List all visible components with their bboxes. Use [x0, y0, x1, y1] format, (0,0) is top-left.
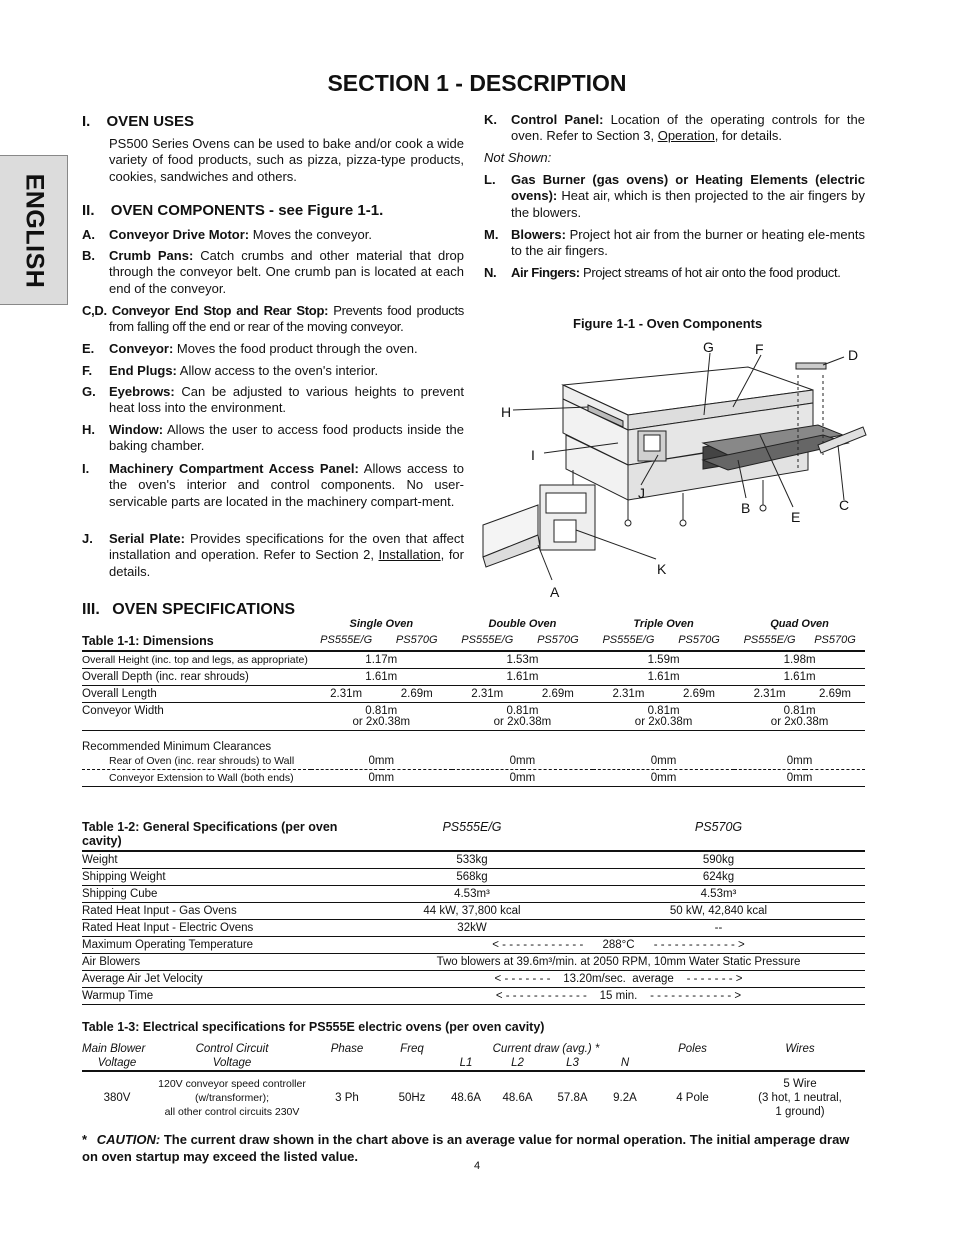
column-header: L3 — [566, 1057, 579, 1069]
oven-uses-heading — [82, 113, 194, 130]
row-label: Overall Height (inc. top and legs, as appropriate) — [82, 654, 308, 666]
cell: -- — [714, 922, 723, 934]
model-header: PS555E/G — [442, 820, 502, 834]
cell: 57.8A — [557, 1092, 588, 1104]
cell: 0.81m or 2x0.38m — [493, 705, 552, 728]
cell: 3 Ph — [335, 1092, 359, 1104]
cell: 1.17m — [365, 654, 398, 666]
cell: 590kg — [702, 854, 735, 866]
general-specs-table — [82, 818, 865, 1005]
item-term: Blowers: — [511, 227, 566, 242]
table-row — [82, 954, 865, 971]
table-row — [82, 686, 865, 703]
heading-text: OVEN COMPONENTS - see Figure 1-1. — [110, 202, 384, 219]
cell: 9.2A — [613, 1092, 637, 1104]
item-text: Project hot air from the burner or heating ele-ments to the air fingers. — [511, 227, 865, 259]
cell: 1.61m — [506, 671, 539, 683]
column-header: Wires — [785, 1043, 815, 1055]
item-term: Window: — [109, 422, 164, 437]
column-header: Main Blower — [82, 1043, 146, 1055]
cell: 0mm — [786, 772, 813, 784]
cell: 533kg — [456, 854, 488, 866]
cell: 1.53m — [506, 654, 539, 666]
item-text: Allows the user to access food products inside the baking chamber. — [109, 422, 464, 454]
caution-label: CAUTION: — [96, 1132, 161, 1147]
cell: 50Hz — [398, 1092, 426, 1104]
components-heading — [82, 202, 383, 219]
item-term: End Plugs: — [109, 363, 177, 378]
table-row — [82, 651, 865, 669]
installation-link[interactable]: Installation — [378, 547, 441, 563]
cell: < - - - - - - - - - - - - 15 min. - - - - - - - - - - - - > — [495, 990, 742, 1002]
table-row — [82, 988, 865, 1005]
table-row — [82, 920, 865, 937]
model-header: PS555E/G — [461, 634, 514, 646]
cell: 48.6A — [502, 1092, 533, 1104]
item-term: Eyebrows: — [109, 384, 175, 399]
item-letter: J. — [82, 531, 93, 546]
cell: 0.81m or 2x0.38m — [352, 705, 411, 728]
cell: 0mm — [368, 772, 395, 784]
cell: 5 Wire (3 hot, 1 neutral, 1 ground) — [758, 1078, 842, 1118]
item-text: Prevents food products from falling off the end or rear of the moving conveyor. — [109, 303, 464, 335]
group-header: Single Oven — [349, 618, 414, 630]
row-label: Overall Depth (inc. rear shrouds) — [82, 671, 249, 683]
heading-text: OVEN SPECIFICATIONS — [112, 601, 296, 618]
cell: 0mm — [650, 772, 677, 784]
row-label: Average Air Jet Velocity — [82, 973, 203, 985]
cell: 624kg — [702, 871, 735, 883]
cell: 1.61m — [365, 671, 398, 683]
cell: 2.69m — [819, 688, 851, 700]
group-header: Quad Oven — [770, 618, 829, 630]
row-label: Conveyor Extension to Wall (both ends) — [109, 772, 294, 784]
model-header: PS570G — [814, 634, 856, 646]
cell: 1.59m — [647, 654, 680, 666]
item-term: Conveyor Drive Motor: — [109, 227, 250, 242]
figure-label: F — [755, 341, 764, 357]
cell: 2.69m — [541, 688, 574, 700]
cell: 4.53m³ — [454, 888, 490, 900]
component-item — [484, 112, 865, 145]
item-text: , for details. — [109, 547, 464, 579]
cell: 1.61m — [647, 671, 680, 683]
table-row — [82, 869, 865, 886]
row-label: Warmup Time — [82, 990, 154, 1002]
model-header: PS570G — [694, 820, 743, 834]
cell: < - - - - - - - 13.20m/sec. average - - - - - - - > — [494, 973, 743, 985]
cell: 50 kW, 42,840 kcal — [669, 905, 768, 917]
component-item — [82, 531, 464, 580]
item-text: Project streams of hot air onto the food product. — [579, 265, 841, 280]
model-header: PS555E/G — [602, 634, 655, 646]
item-text: Moves the food product through the oven. — [173, 341, 418, 356]
item-text: Heat air, which is then projected to the air fingers by the blowers. — [511, 188, 865, 220]
model-header: PS570G — [395, 634, 438, 646]
item-letter: A. — [82, 227, 95, 242]
item-text: Allow access to the oven's interior. — [176, 363, 379, 378]
heading-number: I. — [82, 113, 91, 130]
component-item — [82, 363, 464, 379]
item-letter: M. — [484, 227, 499, 242]
caution-text: The current draw shown in the chart above is an average value for normal operation. The initial amperage draw on oven startup may exceed the listed value. — [82, 1132, 850, 1164]
column-header: L1 — [459, 1057, 473, 1069]
caution-star: * — [82, 1132, 88, 1147]
table-row — [82, 903, 865, 920]
column-header: Voltage — [97, 1057, 137, 1069]
column-header: Poles — [678, 1043, 707, 1055]
item-term: C,D. Conveyor End Stop and Rear Stop: — [82, 303, 329, 318]
component-item — [484, 265, 865, 281]
item-text: Provides specifications for the oven that affect installation and operation. Refer to Section 2, — [109, 531, 464, 563]
cell: 2.31m — [753, 688, 786, 700]
row-label: Recommended Minimum Clearances — [82, 741, 272, 753]
item-text: Location of the operating controls for the oven. Refer to Section 3, — [511, 112, 865, 144]
item-text: Catch crumbs and other material that drop through the conveyor belt. One crumb pan is located at each end of the conveyor. — [109, 248, 464, 296]
item-letter: F. — [82, 363, 93, 378]
cell: 44 kW, 37,800 kcal — [423, 905, 521, 917]
table-row — [82, 851, 865, 869]
heading-text: OVEN USES — [106, 113, 195, 130]
model-header: PS555E/G — [743, 634, 796, 646]
table-row — [82, 731, 865, 754]
cell: 120V conveyor speed controller (w/transformer); all other control circuits 230V — [158, 1078, 306, 1118]
dimensions-table — [82, 616, 865, 787]
not-shown-label: Not Shown: — [484, 150, 552, 165]
component-item — [484, 227, 865, 260]
page-title: SECTION 1 - DESCRIPTION — [327, 70, 627, 96]
figure-label: J — [638, 485, 645, 501]
component-item — [484, 172, 865, 221]
row-label: Shipping Weight — [82, 871, 166, 883]
item-term: Air Fingers: — [511, 265, 580, 280]
row-label: Conveyor Width — [82, 705, 164, 717]
item-term: Conveyor: — [109, 341, 174, 356]
cell: 0.81m or 2x0.38m — [634, 705, 693, 728]
cell: 2.31m — [471, 688, 504, 700]
table-row — [82, 753, 865, 770]
model-header: PS570G — [537, 634, 579, 646]
item-letter: K. — [484, 112, 497, 127]
item-text: Moves the conveyor. — [249, 227, 372, 242]
table-row — [82, 770, 865, 787]
operation-link[interactable]: Operation — [657, 128, 715, 144]
heading-number: III. — [82, 601, 100, 618]
cell: 4 Pole — [676, 1092, 709, 1104]
item-term: Gas Burner (gas ovens) or Heating Elements (electric ovens): — [511, 172, 865, 204]
row-label: Maximum Operating Temperature — [82, 939, 254, 951]
oven-components-figure — [478, 335, 868, 605]
cell: 0mm — [368, 755, 395, 767]
electrical-specs-table — [82, 1042, 865, 1120]
item-text: Can be adjusted to various heights to prevent heat loss into the environment. — [109, 384, 464, 416]
figure-label: G — [703, 339, 714, 355]
cell: 2.31m — [330, 688, 363, 700]
component-item — [82, 422, 464, 455]
heading-number: II. — [82, 202, 95, 219]
column-header: Freq — [400, 1043, 424, 1055]
column-header: Current draw (avg.) * — [492, 1043, 600, 1055]
figure-label: K — [657, 561, 667, 577]
column-header: N — [620, 1057, 630, 1069]
language-tab — [0, 155, 68, 305]
component-item — [82, 461, 464, 510]
item-letter: L. — [484, 172, 496, 187]
item-text: Allows access to the oven's interior and control components. No user-servicable parts are located in the machinery compart-ment. — [109, 461, 464, 509]
figure-label: E — [791, 509, 801, 525]
component-item — [82, 227, 464, 243]
language-tab-label: ENGLISH — [20, 173, 49, 289]
component-item — [82, 341, 464, 357]
cell: 4.53m³ — [700, 888, 737, 900]
table-row — [82, 703, 865, 731]
cell: Two blowers at 39.6m³/min. at 2050 RPM, 10mm Water Static Pressure — [436, 956, 801, 968]
table-row — [82, 669, 865, 686]
item-letter: B. — [82, 248, 95, 263]
item-letter: N. — [484, 265, 497, 280]
item-letter: G. — [82, 384, 96, 399]
cell: 568kg — [456, 871, 488, 883]
component-item — [82, 384, 464, 417]
item-letter: E. — [82, 341, 95, 356]
figure-label: D — [848, 347, 859, 363]
cell: 1.98m — [783, 654, 816, 666]
cell: 0mm — [509, 755, 536, 767]
item-text: , for details. — [714, 128, 782, 144]
cell: 0mm — [509, 772, 536, 784]
column-header: Voltage — [212, 1057, 252, 1069]
figure-label: H — [501, 404, 512, 420]
figure-label: C — [839, 497, 850, 513]
row-label: Overall Length — [82, 688, 157, 700]
cell: 380V — [103, 1092, 131, 1104]
figure-label: A — [550, 584, 560, 600]
row-label: Weight — [82, 854, 118, 866]
cell: 0mm — [650, 755, 677, 767]
cell: 32kW — [457, 922, 487, 934]
table-row — [82, 971, 865, 988]
group-header: Double Oven — [488, 618, 557, 630]
component-item — [82, 303, 464, 336]
model-header: PS570G — [678, 634, 720, 646]
table-title: Table 1-3: Electrical specifications for PS555E electric ovens (per oven cavity) — [82, 1020, 545, 1034]
figure-label: I — [531, 447, 535, 463]
table-title: Table 1-2: General Specifications (per oven cavity) — [82, 820, 338, 848]
item-term: Serial Plate: — [109, 531, 185, 546]
item-term: Crumb Pans: — [109, 248, 194, 263]
figure-caption: Figure 1-1 - Oven Components — [573, 316, 763, 331]
column-header: Phase — [330, 1043, 364, 1055]
column-header: L2 — [511, 1057, 524, 1069]
table-title: Table 1-1: Dimensions — [82, 634, 214, 648]
item-letter: H. — [82, 422, 95, 437]
oven-uses-body: PS500 Series Ovens can be used to bake and/or cook a wide variety of food products, such as pizza, pizza-type products, cookies, sandwiches and others. — [109, 136, 464, 184]
cell: 0mm — [786, 755, 813, 767]
item-letter: I. — [82, 461, 90, 476]
group-header: Triple Oven — [633, 618, 694, 630]
cell: 1.61m — [783, 671, 816, 683]
table-row — [82, 886, 865, 903]
item-term: Machinery Compartment Access Panel: — [109, 461, 359, 476]
cell: 48.6A — [450, 1092, 482, 1104]
cell: 0.81m or 2x0.38m — [770, 705, 829, 728]
item-term: Control Panel: — [511, 112, 604, 127]
page-number: 4 — [473, 1160, 481, 1172]
row-label: Rated Heat Input - Gas Ovens — [82, 905, 237, 917]
figure-label: B — [741, 500, 751, 516]
cell: 2.69m — [400, 688, 433, 700]
table-row — [82, 937, 865, 954]
table-row — [82, 1071, 865, 1120]
cell: 2.69m — [683, 688, 715, 700]
row-label: Rated Heat Input - Electric Ovens — [82, 922, 254, 934]
row-label: Rear of Oven (inc. rear shrouds) to Wall — [109, 755, 295, 767]
component-item — [82, 248, 464, 297]
cell: < - - - - - - - - - - - - 288°C - - - - - - - - - - - - > — [492, 939, 745, 951]
cell: 2.31m — [612, 688, 645, 700]
row-label: Shipping Cube — [82, 888, 158, 900]
model-header: PS555E/G — [320, 634, 373, 646]
column-header: Control Circuit — [195, 1043, 269, 1055]
row-label: Air Blowers — [82, 956, 141, 968]
